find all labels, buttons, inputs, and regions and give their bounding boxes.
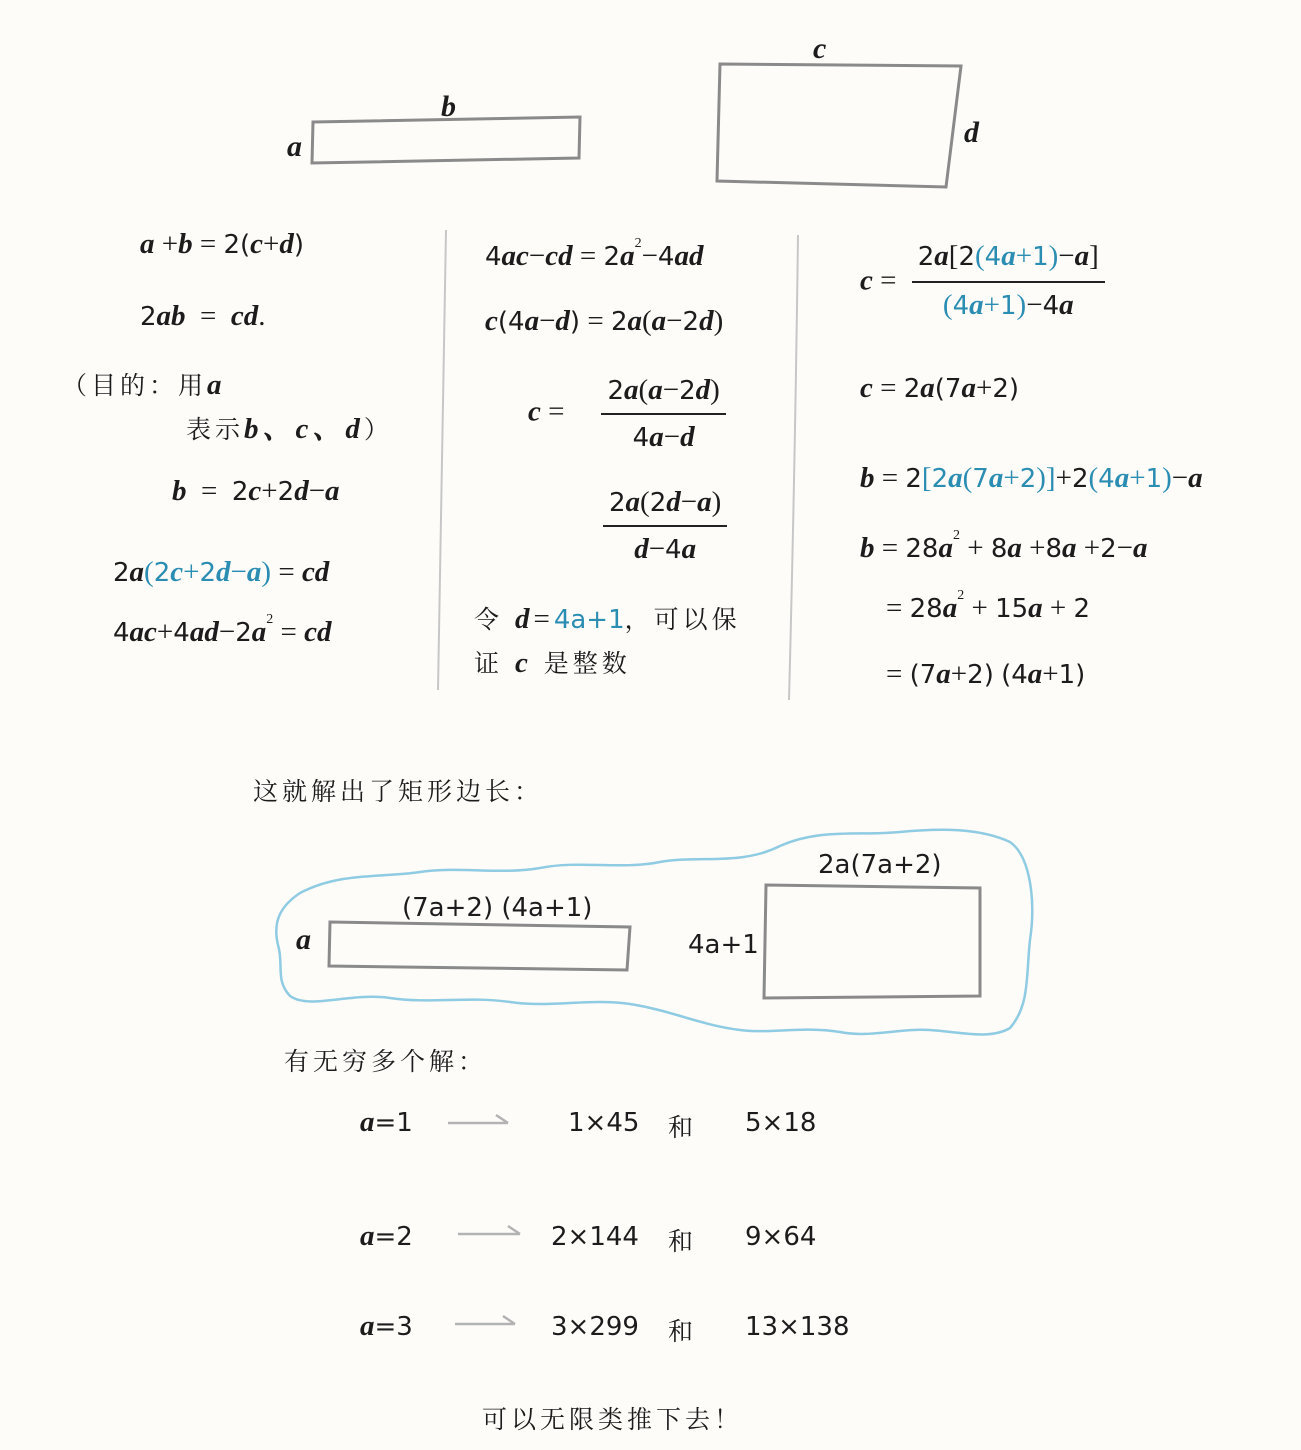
diagram-label-long: (7a+2) (4a+1) [402, 893, 593, 923]
arrow-icon [455, 1316, 515, 1324]
equation-area: 2ab = cd. [140, 300, 266, 332]
solution-second: 13×138 [745, 1312, 850, 1342]
solution-heading: 这就解出了矩形边长： [253, 777, 544, 806]
solution-first: 3×299 [551, 1312, 639, 1342]
solution-a: a=1 [360, 1106, 413, 1138]
equation-c-substituted: c = $\frac{2a[2(4a+1)-a]}{(4a+1)-4a}$ [860, 240, 1105, 322]
solution-rect-box [764, 885, 980, 998]
equation-factor: c(4a−d) = 2a(a−2d) [485, 305, 724, 337]
arrow-icon [448, 1115, 508, 1123]
solution-a: a=3 [360, 1310, 413, 1342]
divider-left [438, 230, 446, 690]
solution-a: a=2 [360, 1220, 413, 1252]
equation-c-fraction: c = $\frac{2a(a-2d)}{4a-d}$ [528, 374, 726, 454]
goal-note-line2: 表示b、c、d） [186, 413, 393, 445]
solution-and: 和 [668, 1113, 698, 1142]
arrow-icon [458, 1226, 520, 1234]
condition-note-line2: 证 c 是整数 [474, 647, 631, 679]
label-a: a [287, 130, 302, 163]
rectangle-cd [717, 64, 961, 187]
equation-b: b = 2c+2d−a [172, 475, 340, 507]
diagram-label-box-side: 4a+1 [688, 930, 759, 960]
solution-second: 9×64 [745, 1222, 817, 1252]
label-d: d [964, 116, 979, 149]
divider-right [789, 235, 798, 700]
solution-and: 和 [668, 1317, 698, 1346]
equation-substitute: 2a(2c+2d−a) = cd [113, 556, 330, 588]
equation-b-expand: $b = 28a^2 + 8a +8a +2-a$ [860, 528, 1148, 564]
equation-expand: $4ac+4ad-2a^2$ = cd [113, 612, 332, 648]
equation-c-fraction-alt: $\frac{2a(2d-a)}{d-4a}$ [603, 486, 727, 566]
label-c: c [813, 32, 827, 65]
equation-c-result: c = 2a(7a+2) [860, 372, 1020, 404]
closing-note: 可以无限类推下去！ [482, 1405, 744, 1434]
equation-perimeter: a +b = 2(c+d) [140, 228, 305, 260]
solution-first: 2×144 [551, 1222, 639, 1252]
equation-b-substituted: b = 2[2a(7a+2)]+2(4a+1)−a [860, 462, 1203, 494]
infinite-heading: 有无穷多个解： [284, 1047, 488, 1076]
goal-note: （目的：用a [62, 369, 226, 401]
equation-rearrange: $4ac-cd = 2a^2-4ad$ [485, 236, 704, 272]
solution-first: 1×45 [568, 1108, 640, 1138]
label-b: b [441, 90, 456, 123]
equation-b-simplify: = $28a^2 + 15a + 2$ [886, 588, 1091, 624]
condition-note: 令 d=4a+1，可以保 [474, 603, 741, 635]
solution-and: 和 [668, 1227, 698, 1256]
solution-second: 5×18 [745, 1108, 817, 1138]
diagram-label-a: a [296, 923, 311, 956]
equation-b-factored: = (7a+2) (4a+1) [886, 658, 1086, 690]
diagram-label-box-top: 2a(7a+2) [818, 850, 942, 880]
solution-rect-long [329, 922, 630, 970]
